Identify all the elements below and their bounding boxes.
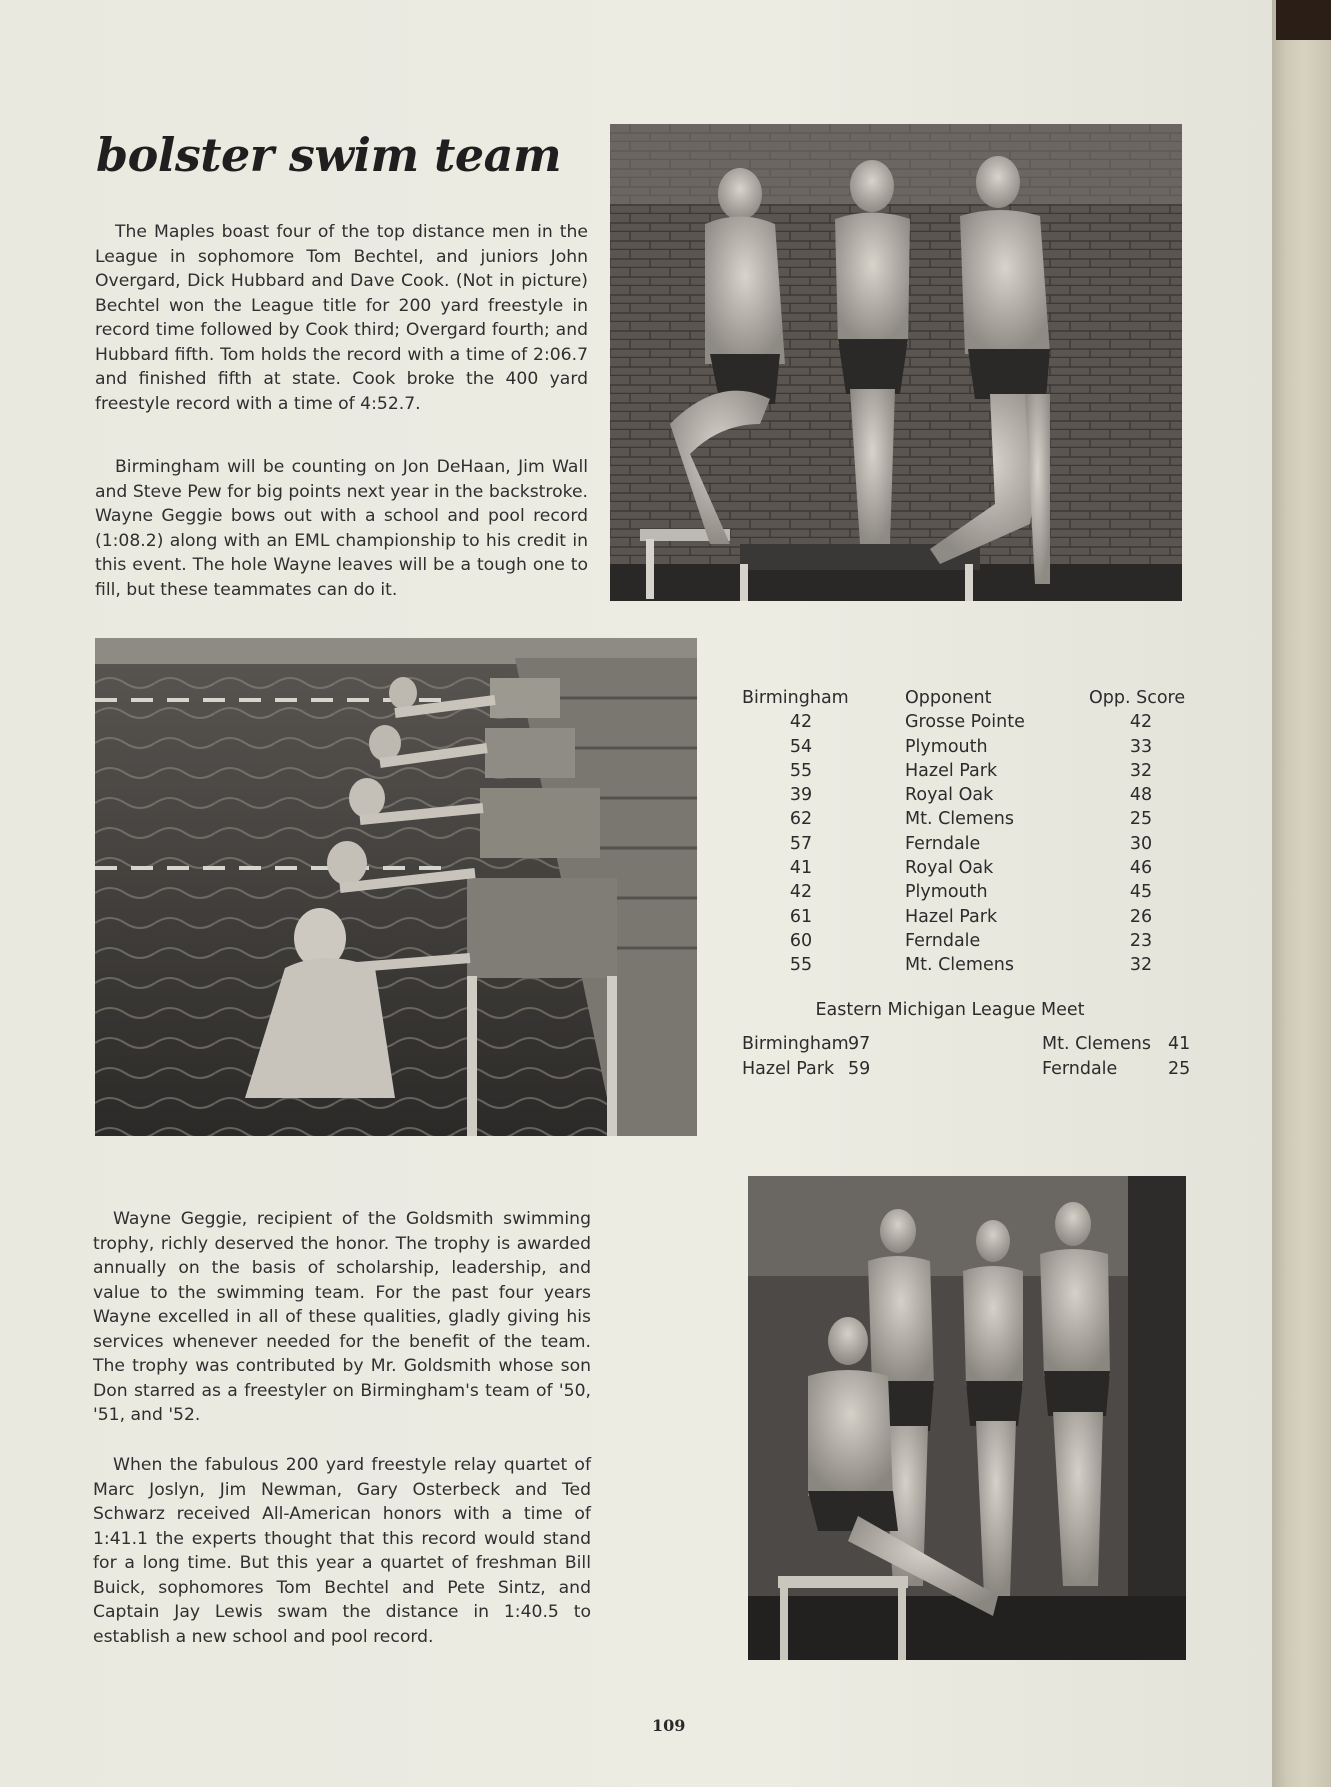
results-row — [740, 809, 1190, 833]
opponent-name: Plymouth — [905, 736, 988, 757]
birmingham-score: 61 — [789, 906, 813, 927]
birmingham-score: 39 — [789, 785, 813, 806]
birmingham-score: 60 — [789, 930, 813, 951]
league-team: Ferndale — [1042, 1059, 1118, 1079]
paragraph-distance-men: The Maples boast four of the top distance men in the League in sophomore Tom Bechtel, and juniors John Overgard, Dick Hubbard and Dave Cook. (Not in picture) Bechtel won the League title for 200 yard freestyle in record time followed by Cook third; Overgard fourth; and Hubbard fifth. Tom holds the record with a time of 2:06.7 and finished fifth at state. Cook broke the 400 yard freestyle record with a time of 4:52.7. — [95, 222, 588, 414]
opponent-name: Ferndale — [905, 930, 981, 951]
birmingham-score: 55 — [789, 760, 813, 781]
page-number: 109 — [652, 1716, 686, 1735]
opponent-score: 26 — [1129, 906, 1153, 927]
opponent-score: 23 — [1129, 930, 1153, 951]
results-row — [740, 931, 1190, 955]
opponent-name: Hazel Park — [905, 760, 998, 781]
opponent-score: 32 — [1129, 760, 1153, 781]
league-meet-row — [740, 1034, 1190, 1059]
paragraph-relay-record: When the fabulous 200 yard freestyle relay quartet of Marc Joslyn, Jim Newman, Gary Osterbeck and Ted Schwarz received All-American honors with a time of 1:41.1 the experts thought that this record would stand for a long time. But this year a quartet of freshman Bill Buick, sophomores Tom Bechtel and Pete Sintz, and Captain Jay Lewis swam the distance in 1:40.5 to establish a new school and pool record. — [93, 1455, 591, 1647]
opponent-name: Hazel Park — [905, 906, 998, 927]
header-birmingham: Birmingham — [742, 688, 849, 708]
book-binding-edge — [1276, 0, 1331, 40]
page-title: bolster swim team — [96, 128, 562, 182]
photo-relay-quartet — [748, 1176, 1186, 1660]
opponent-name: Plymouth — [905, 882, 988, 903]
opponent-score: 42 — [1129, 712, 1153, 733]
opponent-score: 25 — [1129, 809, 1153, 830]
results-row — [740, 712, 1190, 736]
opponent-score: 30 — [1129, 833, 1153, 854]
opponent-score: 32 — [1129, 955, 1153, 976]
results-row — [740, 907, 1190, 931]
results-header-row — [740, 688, 1190, 712]
league-team: Mt. Clemens — [1042, 1034, 1151, 1054]
results-row — [740, 955, 1190, 979]
birmingham-score: 55 — [789, 955, 813, 976]
paragraph-goldsmith-trophy: Wayne Geggie, recipient of the Goldsmith swimming trophy, richly deserved the honor. The trophy is awarded annually on the basis of scholarship, leadership, and value to the swimming team. For the past four years Wayne excelled in all of these qualities, gladly giving his services whenever needed for the benefit of the team. The trophy was contributed by Mr. Goldsmith whose son Don starred as a freestyler on Birmingham's team of '50, '51, and '52. — [93, 1209, 591, 1425]
opponent-name: Mt. Clemens — [905, 809, 1014, 830]
league-team-score: 59 — [848, 1059, 871, 1079]
opponent-score: 46 — [1129, 858, 1153, 879]
league-team-score: 25 — [1168, 1059, 1191, 1079]
results-row — [740, 858, 1190, 882]
league-team-score: 41 — [1168, 1034, 1191, 1054]
opponent-name: Royal Oak — [905, 858, 994, 879]
league-team: Hazel Park — [742, 1059, 835, 1079]
photo-three-swimmers — [610, 124, 1182, 601]
opponent-score: 45 — [1129, 882, 1153, 903]
birmingham-score: 42 — [789, 882, 813, 903]
header-opp-score: Opp. Score — [1089, 688, 1186, 708]
league-team-score: 97 — [848, 1034, 871, 1054]
opponent-score: 48 — [1129, 785, 1153, 806]
birmingham-score: 57 — [789, 833, 813, 854]
birmingham-score: 54 — [789, 736, 813, 757]
results-row — [740, 882, 1190, 906]
results-row — [740, 834, 1190, 858]
results-row — [740, 761, 1190, 785]
birmingham-score: 62 — [789, 809, 813, 830]
header-opponent: Opponent — [905, 688, 992, 708]
league-meet-row — [740, 1059, 1190, 1084]
opponent-score: 33 — [1129, 736, 1153, 757]
book-spine — [1272, 0, 1331, 1787]
league-team: Birmingham — [742, 1034, 849, 1054]
photo-backstrokers-in-pool — [95, 638, 697, 1136]
results-rows — [740, 712, 1190, 979]
opponent-name: Mt. Clemens — [905, 955, 1014, 976]
birmingham-score: 41 — [789, 858, 813, 879]
opponent-name: Royal Oak — [905, 785, 994, 806]
results-row — [740, 785, 1190, 809]
opponent-name: Ferndale — [905, 833, 981, 854]
results-row — [740, 737, 1190, 761]
season-results-table — [740, 688, 1191, 1079]
league-meet-title: Eastern Michigan League Meet — [815, 1000, 1085, 1020]
opponent-name: Grosse Pointe — [905, 712, 1025, 733]
paragraph-backstroke: Birmingham will be counting on Jon DeHaan, Jim Wall and Steve Pew for big points next year in the backstroke. Wayne Geggie bows out with a school and pool record (1:08.2) along with an EML championship to his credit in this event. The hole Wayne leaves will be a tough one to fill, but these teammates can do it. — [95, 457, 588, 600]
league-meet-results — [740, 1034, 1190, 1084]
birmingham-score: 42 — [789, 712, 813, 733]
